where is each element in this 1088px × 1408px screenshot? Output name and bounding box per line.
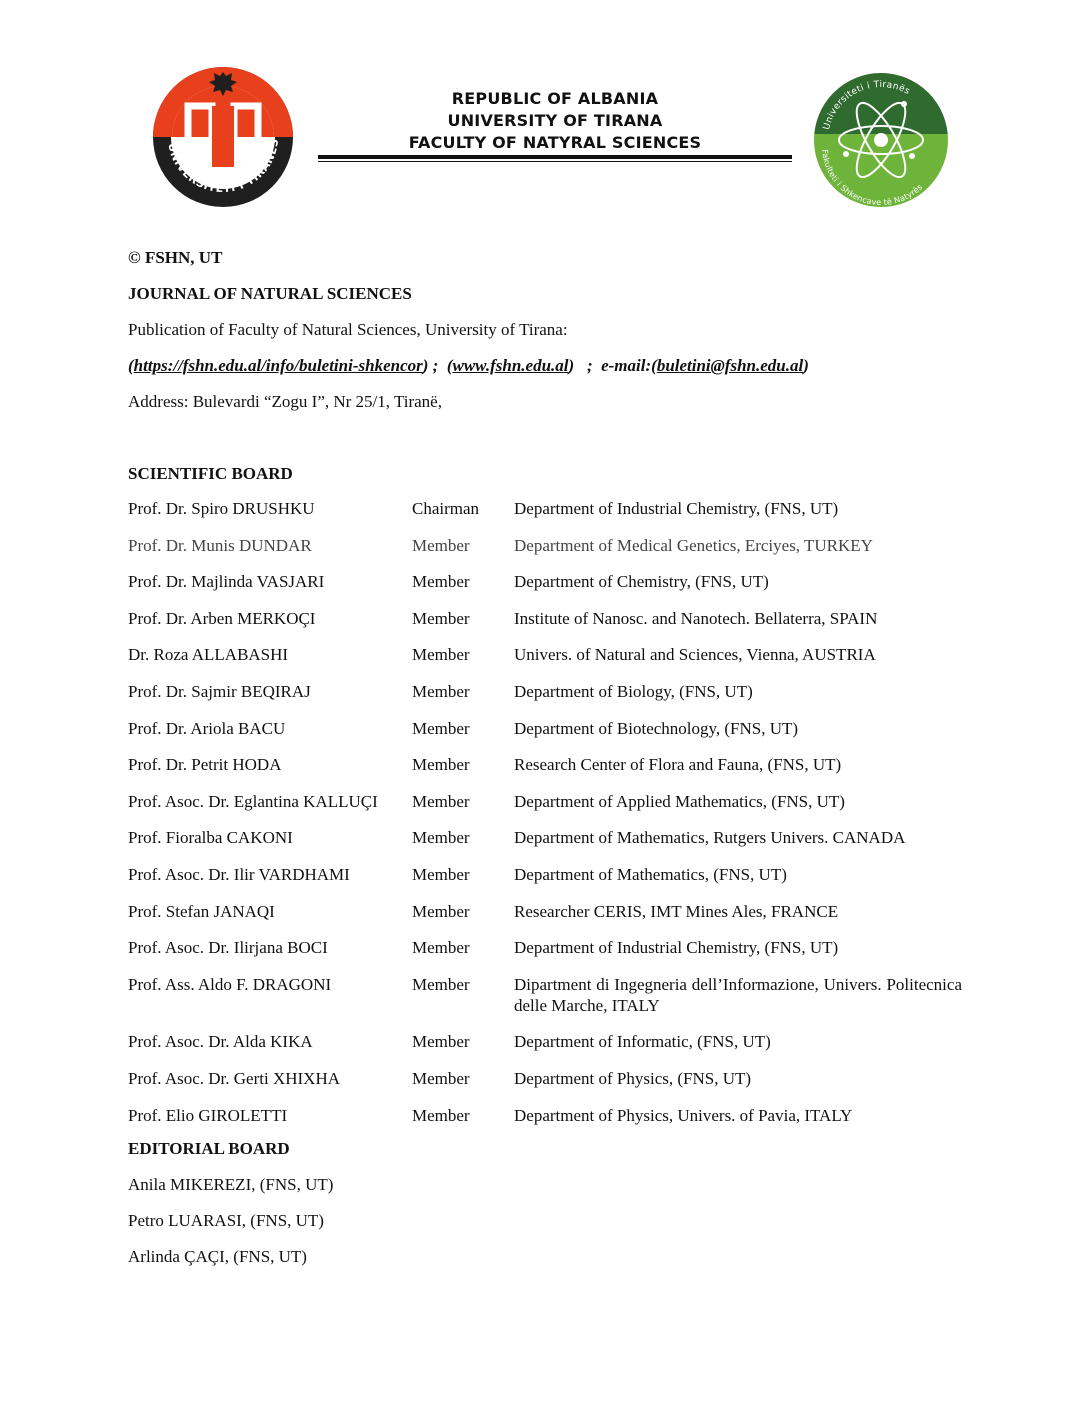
board-member-row <box>128 1105 962 1126</box>
board-member-name: Prof. Dr. Munis DUNDAR <box>128 535 312 555</box>
links-open: ( <box>128 356 134 375</box>
board-member-department: Department of Industrial Chemistry, (FNS, UT) <box>514 938 839 958</box>
board-member-role: Member <box>412 718 470 738</box>
board-member-name: Prof. Asoc. Dr. Ilirjana BOCI <box>128 938 328 958</box>
header-rule-thin <box>318 161 792 162</box>
board-member-name: Prof. Elio GIROLETTI <box>128 1105 288 1125</box>
board-member-role: Member <box>412 572 470 592</box>
board-member-department: Department of Mathematics, Rutgers Univers. CANADA <box>514 828 906 848</box>
board-member-name: Prof. Dr. Sajmir BEQIRAJ <box>128 681 311 701</box>
board-member-role: Member <box>412 791 470 811</box>
board-member-row <box>128 937 962 958</box>
editorial-member: Arlinda ÇAÇI, (FNS, UT) <box>128 1247 307 1266</box>
editorial-member: Petro LUARASI, (FNS, UT) <box>128 1211 324 1230</box>
board-member-row <box>128 1068 962 1089</box>
board-member-name: Prof. Asoc. Dr. Gerti XHIXHA <box>128 1068 341 1088</box>
board-member-name: Prof. Dr. Spiro DRUSHKU <box>128 499 315 518</box>
university-of-tirana-logo <box>152 66 294 208</box>
board-member-role: Member <box>412 608 470 628</box>
board-member-department: Department of Biotechnology, (FNS, UT) <box>514 718 799 738</box>
address-line: Address: Bulevardi “Zogu I”, Nr 25/1, Tiranë, <box>128 392 442 411</box>
left-logo-ring-text: UNIVERSITETI I TIRANËS <box>165 137 282 196</box>
board-member-role: Member <box>412 645 470 665</box>
board-member-row <box>128 791 962 812</box>
board-member-department: Dipartment di Ingegneria dell’Informazione, Univers. Politecnica delle Marche, ITALY <box>514 974 962 1015</box>
board-member-row <box>128 571 962 592</box>
links-separator-1: ; ( <box>428 356 453 375</box>
board-member-name: Prof. Asoc. Dr. Alda KIKA <box>128 1032 313 1052</box>
board-member-role: Member <box>412 681 470 701</box>
board-member-row <box>128 864 962 885</box>
board-member-row <box>128 901 962 922</box>
board-member-department: Department of Physics, Univers. of Pavia, ITALY <box>514 1105 853 1125</box>
header-university: UNIVERSITY OF TIRANA <box>447 111 663 130</box>
email-link[interactable]: buletini@fshn.edu.al <box>656 356 804 375</box>
board-member-department: Univers. of Natural and Sciences, Vienna, AUSTRIA <box>514 645 876 665</box>
links-close-1: ) <box>422 356 429 375</box>
header-faculty: FACULTY OF NATYRAL SCIENCES <box>408 133 702 152</box>
links-separator-2: ) ; e-mail:( <box>568 356 657 375</box>
board-member-department: Department of Physics, (FNS, UT) <box>514 1068 752 1088</box>
scientific-board-table <box>128 498 962 1141</box>
journal-title: JOURNAL OF NATURAL SCIENCES <box>128 284 412 303</box>
board-member-name: Prof. Asoc. Dr. Eglantina KALLUÇI <box>128 791 378 811</box>
board-member-name: Prof. Dr. Ariola BACU <box>128 718 286 738</box>
board-member-role: Member <box>412 828 470 848</box>
board-member-row <box>128 681 962 702</box>
board-member-row <box>128 498 962 519</box>
board-member-name: Prof. Dr. Arben MERKOÇI <box>128 608 316 628</box>
publication-line: Publication of Faculty of Natural Sciences, University of Tirana: <box>128 320 568 339</box>
board-member-role: Member <box>412 1032 470 1052</box>
institution-header <box>318 88 792 154</box>
header-rule <box>318 155 792 159</box>
editorial-board-heading: EDITORIAL BOARD <box>128 1139 290 1158</box>
board-member-row <box>128 644 962 665</box>
board-member-role: Member <box>412 535 470 555</box>
board-member-row <box>128 535 962 556</box>
board-member-name: Prof. Dr. Majlinda VASJARI <box>128 572 325 592</box>
board-member-role: Member <box>412 938 470 958</box>
board-member-name: Prof. Ass. Aldo F. DRAGONI <box>128 974 332 994</box>
board-member-role: Member <box>412 755 470 775</box>
links-close-3: ) <box>803 356 809 375</box>
board-member-role: Member <box>412 1105 470 1125</box>
board-member-row <box>128 608 962 629</box>
board-member-role: Member <box>412 974 470 994</box>
copyright-line: © FSHN, UT <box>128 248 223 267</box>
board-member-department: Department of Chemistry, (FNS, UT) <box>514 572 769 592</box>
scientific-board-heading: SCIENTIFIC BOARD <box>128 464 293 483</box>
board-member-department: Department of Mathematics, (FNS, UT) <box>514 864 787 884</box>
fshn-website-link[interactable]: www.fshn.edu.al <box>452 356 569 375</box>
board-member-row <box>128 754 962 775</box>
board-member-department: Department of Biology, (FNS, UT) <box>514 681 753 701</box>
board-member-row <box>128 1031 962 1052</box>
board-member-department: Department of Medical Genetics, Erciyes, TURKEY <box>514 535 873 555</box>
buletini-url-link[interactable]: https://fshn.edu.al/info/buletini-shkencor <box>133 356 423 375</box>
board-member-department: Research Center of Flora and Fauna, (FNS, UT) <box>514 755 842 775</box>
right-logo-top-text: Universiteti i Tiranës <box>822 79 912 131</box>
board-member-name: Prof. Fioralba CAKONI <box>128 828 293 848</box>
board-member-department: Researcher CERIS, IMT Mines Ales, FRANCE <box>514 901 839 921</box>
header-republic: REPUBLIC OF ALBANIA <box>451 89 659 108</box>
board-member-name: Prof. Asoc. Dr. Ilir VARDHAMI <box>128 864 350 884</box>
board-member-department: Department of Industrial Chemistry, (FNS, UT) <box>514 499 839 518</box>
board-member-row <box>128 718 962 739</box>
board-member-row <box>128 974 962 1016</box>
board-member-row <box>128 827 962 848</box>
board-member-role: Member <box>412 1068 470 1088</box>
board-member-name: Prof. Dr. Petrit HODA <box>128 755 282 775</box>
board-member-role: Member <box>412 901 470 921</box>
board-member-department: Department of Informatic, (FNS, UT) <box>514 1032 771 1052</box>
links-line <box>128 356 809 376</box>
board-member-department: Department of Applied Mathematics, (FNS, UT) <box>514 791 845 811</box>
board-member-name: Dr. Roza ALLABASHI <box>128 645 289 665</box>
board-member-name: Prof. Stefan JANAQI <box>128 901 275 921</box>
board-member-role: Member <box>412 864 470 884</box>
board-member-department: Institute of Nanosc. and Nanotech. Bellaterra, SPAIN <box>514 608 878 628</box>
board-member-role: Chairman <box>412 499 480 518</box>
faculty-of-natural-sciences-logo <box>808 70 954 210</box>
right-logo-bottom-text: Fakulteti i Shkencave të Natyrës <box>820 148 925 208</box>
editorial-member: Anila MIKEREZI, (FNS, UT) <box>128 1175 334 1194</box>
